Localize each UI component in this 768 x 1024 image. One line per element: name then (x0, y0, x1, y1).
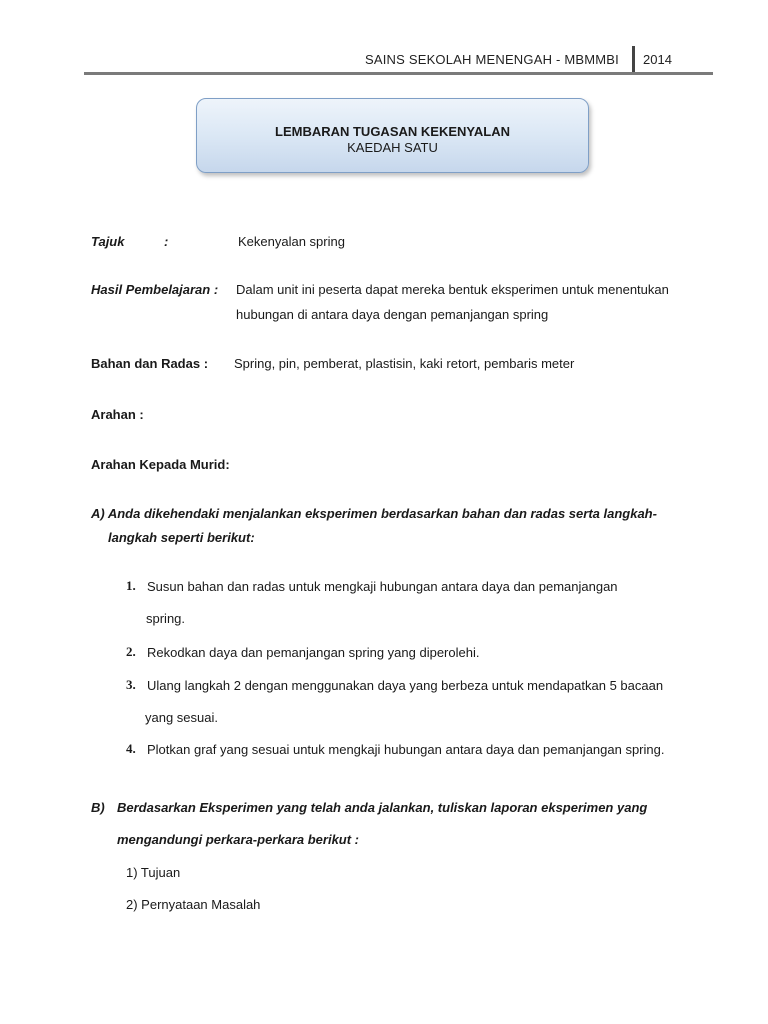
step-text: Rekodkan daya dan pemanjangan spring yang diperolehi. (147, 645, 480, 660)
section-a-line-2: langkah seperti berikut: (108, 530, 255, 545)
section-b-label: B) (91, 800, 105, 815)
arahan-murid-heading: Arahan Kepada Murid: (91, 457, 230, 472)
header-rule (84, 72, 713, 75)
arahan-heading: Arahan : (91, 407, 144, 422)
step-text-continued: yang sesuai. (145, 710, 218, 725)
section-a-line-1: A) Anda dikehendaki menjalankan eksperimen berdasarkan bahan dan radas serta langkah- (91, 506, 657, 521)
step-number: 1. (126, 578, 136, 593)
tajuk-label: Tajuk (91, 234, 125, 249)
section-b-item: 1) Tujuan (126, 865, 181, 880)
tajuk-value: Kekenyalan spring (238, 234, 345, 249)
title-box (196, 98, 589, 173)
header-year: 2014 (643, 52, 672, 67)
header-separator (632, 46, 635, 73)
step-number: 4. (126, 741, 136, 756)
header-title: SAINS SEKOLAH MENENGAH - MBMMBI (365, 52, 619, 67)
step-text-continued: spring. (146, 611, 186, 626)
section-b-line-1: Berdasarkan Eksperimen yang telah anda jalankan, tuliskan laporan eksperimen yang (117, 800, 648, 815)
tajuk-colon: : (164, 234, 169, 249)
worksheet-subtitle: KAEDAH SATU (347, 140, 438, 155)
worksheet-title: LEMBARAN TUGASAN KEKENYALAN (275, 124, 510, 139)
hasil-line-2: hubungan di antara daya dengan pemanjangan spring (236, 307, 549, 322)
bahan-label: Bahan dan Radas : (91, 356, 209, 371)
section-b-item: 2) Pernyataan Masalah (126, 897, 261, 912)
step-number: 3. (126, 677, 136, 692)
hasil-line-1: Dalam unit ini peserta dapat mereka bentuk eksperimen untuk menentukan (236, 282, 669, 297)
step-text: Plotkan graf yang sesuai untuk mengkaji hubungan antara daya dan pemanjangan spring. (147, 742, 665, 757)
step-text: Susun bahan dan radas untuk mengkaji hubungan antara daya dan pemanjangan (147, 579, 618, 594)
bahan-value: Spring, pin, pemberat, plastisin, kaki retort, pembaris meter (234, 356, 575, 371)
section-b-line-2: mengandungi perkara-perkara berikut : (117, 832, 360, 847)
step-text: Ulang langkah 2 dengan menggunakan daya yang berbeza untuk mendapatkan 5 bacaan (147, 678, 664, 693)
step-number: 2. (126, 644, 136, 659)
hasil-label: Hasil Pembelajaran : (91, 282, 219, 297)
